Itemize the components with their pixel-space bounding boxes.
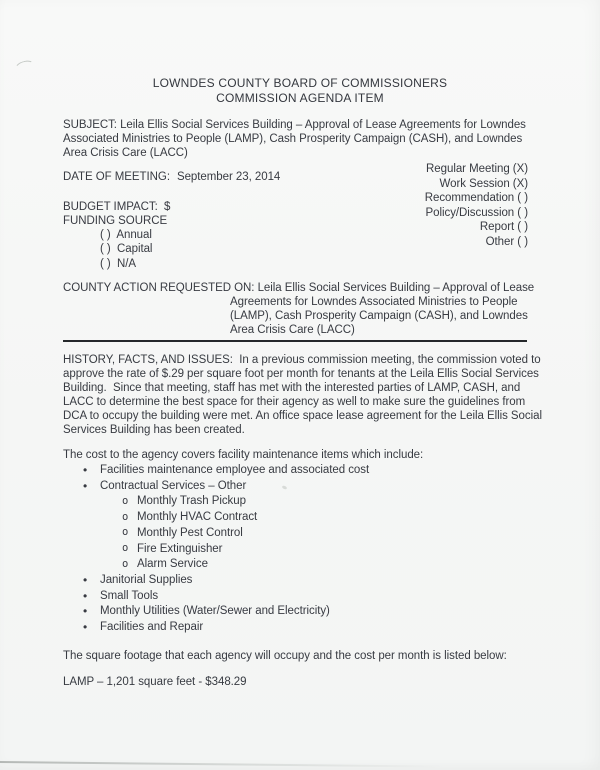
list-item: • Contractual Services – Other [63, 479, 543, 495]
meeting-type-work-session: Work Session (X) [439, 177, 528, 190]
history-text: In a previous commission meeting, the commission voted to approve the rate of $.29 per square foot per month for tenants at the Leila Ellis Social Services Building. Since that meeting, staff has met with the interested parties of LAMP, CASH, and LACC to determine the best space for their agency as well to make sure the guidelines from DCA to occupy the building were met. An office space lease agreement for the Leila Ellis Social Services Building has been created. [63, 354, 546, 436]
funding-option-na: ( ) N/A [100, 257, 137, 270]
date-of-meeting-label: DATE OF MEETING: [63, 171, 170, 183]
meeting-type-checklist [425, 162, 528, 250]
history-label: HISTORY, FACTS, AND ISSUES: [63, 354, 240, 366]
county-action-text: Leila Ellis Social Services Building – Approval of Lease Agreements for Lowndes Associated Ministries to People (LAMP), Cash Prosperity Campaign (CASH), and Lowndes Area Crisis Care (LACC) [230, 282, 537, 336]
funding-source-options [100, 228, 152, 271]
list-item: • Small Tools [63, 589, 543, 605]
subject-block [63, 118, 545, 160]
list-item: o Monthly HVAC Contract [63, 510, 543, 526]
lamp-footage-entry: LAMP – 1,201 square feet - $348.29 [63, 676, 247, 688]
list-item: • Monthly Utilities (Water/Sewer and Electricity) [63, 604, 543, 620]
county-action-block [63, 281, 541, 337]
list-item: o Monthly Pest Control [63, 526, 543, 542]
history-facts-issues-block [63, 353, 546, 437]
date-of-meeting-line [63, 171, 280, 183]
list-item: o Alarm Service [63, 557, 543, 573]
subject-label: SUBJECT: [63, 119, 121, 131]
document-header [0, 76, 600, 106]
list-item: o Monthly Trash Pickup [63, 494, 543, 510]
list-item: • Facilities and Repair [63, 620, 543, 636]
scan-artifact-curl [14, 59, 36, 76]
cost-intro-line: The cost to the agency covers facility maintenance items which include: [63, 449, 424, 461]
cost-items-list [63, 463, 543, 636]
list-item: o Fire Extinguisher [63, 542, 543, 558]
meeting-type-report: Report ( ) [479, 221, 528, 234]
document-subtitle: COMMISSION AGENDA ITEM [216, 91, 384, 105]
county-action-label: COUNTY ACTION REQUESTED ON: [63, 282, 258, 294]
funding-option-capital: ( ) Capital [100, 243, 153, 256]
list-item: • Janitorial Supplies [63, 573, 543, 589]
list-item: • Facilities maintenance employee and associated cost [63, 463, 543, 479]
scan-artifact-bottom-edge [0, 761, 445, 768]
square-footage-intro-line: The square footage that each agency will occupy and the cost per month is listed below: [63, 650, 507, 662]
meeting-type-other: Other ( ) [485, 235, 528, 248]
date-of-meeting-value: September 23, 2014 [176, 171, 281, 183]
budget-impact-line: BUDGET IMPACT: $ [63, 201, 171, 213]
meeting-type-recommendation: Recommendation ( ) [424, 192, 528, 205]
meeting-type-policy-discussion: Policy/Discussion ( ) [425, 206, 528, 219]
meeting-type-regular-meeting: Regular Meeting (X) [426, 163, 528, 175]
section-divider-rule [63, 340, 527, 342]
subject-text: Leila Ellis Social Services Building – Approval of Lease Agreements for Lowndes Associated Ministries to People (LAMP), Cash Prosperity Campaign (CASH), and Lowndes Area Crisis Care (LACC) [63, 119, 529, 159]
funding-source-label: FUNDING SOURCE [63, 215, 168, 227]
document-title: LOWNDES COUNTY BOARD OF COMMISSIONERS [152, 76, 448, 90]
funding-option-annual: ( ) Annual [100, 229, 152, 241]
